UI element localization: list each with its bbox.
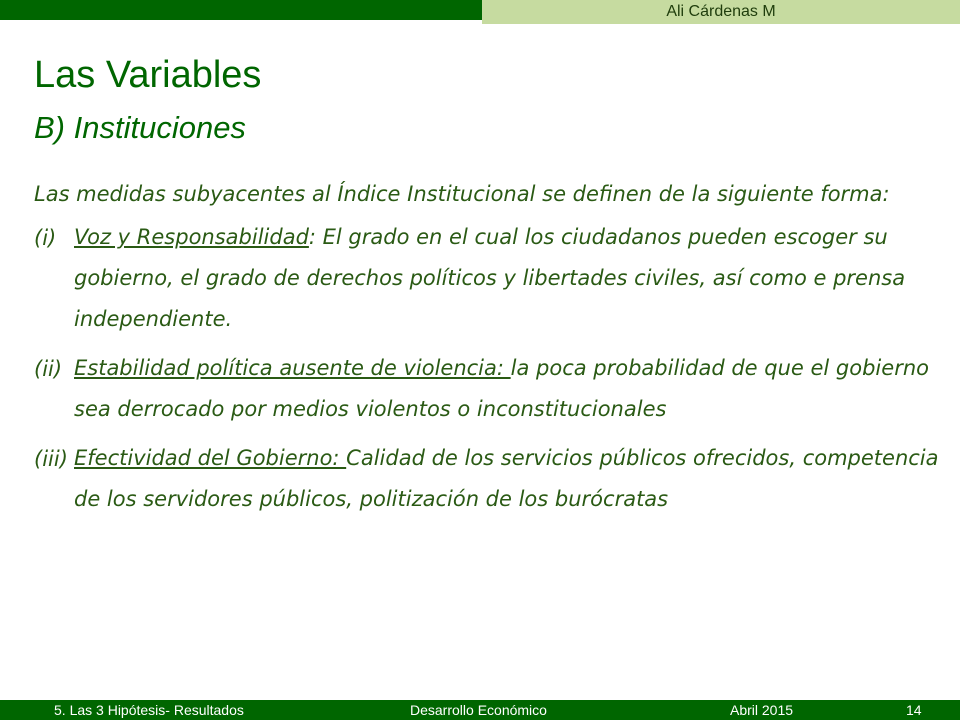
footer-date: Abril 2015 [730, 702, 794, 718]
footer-section: 5. Las 3 Hipótesis- Resultados [54, 702, 244, 718]
list-item [34, 348, 944, 430]
page-number: 14 [906, 702, 922, 718]
list-item-text: : El grado en el cual los ciudadanos pueden escoger su gobierno, el grado de derechos políticos y libertades civiles, así como e prensa independiente. [74, 225, 906, 331]
list-item-body [74, 217, 944, 340]
list-item [34, 438, 944, 520]
list-item-text: la poca probabilidad de que el gobierno sea derrocado por medios violentos o inconstitucionales [74, 356, 929, 421]
list-item-number: (iii) [34, 447, 68, 471]
header-bar [0, 0, 960, 24]
list-item-number: (i) [34, 226, 57, 250]
slide-subtitle: B) Instituciones [34, 110, 246, 145]
list-item-body [74, 348, 944, 430]
intro-paragraph: Las medidas subyacentes al Índice Institucional se definen de la siguiente forma: [34, 182, 890, 206]
list-item-term: Estabilidad política ausente de violencia: [74, 356, 511, 380]
slide-title: Las Variables [34, 54, 262, 96]
header-author: Ali Cárdenas M [482, 0, 960, 24]
list-item-number: (ii) [34, 357, 63, 381]
list-item-term: Efectividad del Gobierno: [74, 446, 347, 470]
list-item-text: Calidad de los servicios públicos ofrecidos, competencia de los servidores públicos, politización de los burócratas [74, 446, 939, 511]
list-item-term: Voz y Responsabilidad [74, 225, 309, 249]
footer-bar [0, 700, 960, 720]
list-item [34, 217, 944, 340]
header-accent-bar [0, 0, 482, 20]
slide-body [34, 173, 944, 528]
list-item-body [74, 438, 944, 520]
footer-course: Desarrollo Económico [410, 702, 547, 718]
